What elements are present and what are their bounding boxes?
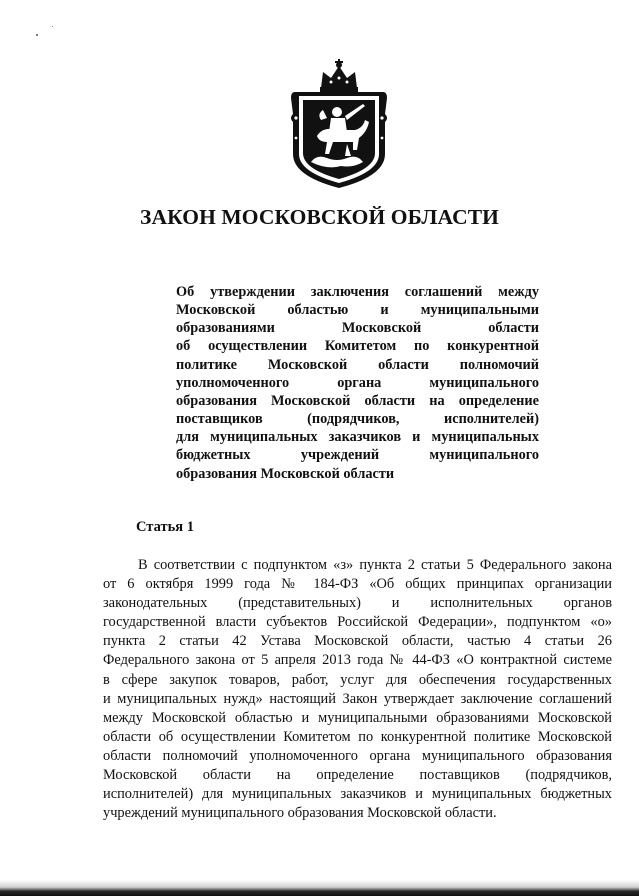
article-heading: Статья 1 — [136, 519, 194, 535]
subtitle-line: бюджетных учреждений муниципального — [176, 447, 539, 464]
body-line: от 6 октября 1999 года № 184-ФЗ «Об общих принципах организации — [103, 576, 612, 593]
document-subtitle — [176, 283, 539, 483]
body-line: В соответствии с подпунктом «з» пункта 2 статьи 5 Федерального закона — [138, 557, 612, 573]
subtitle-line: поставщиков (подрядчиков, исполнителей) — [176, 411, 539, 428]
coat-of-arms-icon — [287, 58, 391, 190]
scan-edge-shadow — [0, 880, 639, 896]
body-line: между Московской областью и муниципальными образованиями Московской — [103, 709, 612, 726]
subtitle-line: Об утверждении заключения соглашений между — [176, 284, 539, 300]
subtitle-line: для муниципальных заказчиков и муниципальных — [176, 429, 539, 446]
article-body — [103, 556, 612, 823]
body-line: и муниципальных нужд» настоящий Закон утверждает заключение соглашений — [103, 690, 612, 707]
subtitle-line: об осуществлении Комитетом по конкурентной — [176, 338, 539, 355]
body-line: области об осуществлении Комитетом по конкурентной политике Московской — [103, 728, 612, 745]
scan-speck — [36, 34, 38, 36]
body-line: исполнителей) для муниципальных заказчиков и муниципальных бюджетных — [103, 786, 612, 803]
subtitle-line: образования Московской области — [176, 465, 395, 482]
body-line: пункта 2 статьи 42 Устава Московской области, частью 4 статьи 26 — [103, 633, 612, 650]
scan-speck — [52, 26, 53, 27]
subtitle-line: Московской областью и муниципальными — [176, 302, 539, 319]
body-line: в сфере закупок товаров, работ, услуг для обеспечения государственных — [103, 671, 612, 688]
body-line: учреждений муниципального образования Московской области. — [103, 805, 497, 822]
document-title: ЗАКОН МОСКОВСКОЙ ОБЛАСТИ — [140, 205, 499, 229]
body-line: Московской области на определение поставщиков (подрядчиков, — [103, 767, 612, 784]
body-line: законодательных (представительных) и исполнительных органов — [103, 595, 612, 612]
body-line: Федерального закона от 5 апреля 2013 года № 44-ФЗ «О контрактной системе — [103, 652, 612, 669]
subtitle-line: образования Московской области на определение — [176, 392, 539, 409]
subtitle-line: образованиями Московской области — [176, 320, 539, 337]
subtitle-line: политике Московской области полномочий — [176, 356, 539, 373]
body-line: области полномочий уполномоченного органа муниципального образования — [103, 747, 612, 764]
body-line: государственной власти субъектов Российской Федерации», подпунктом «о» — [103, 614, 612, 631]
subtitle-line: уполномоченного органа муниципального — [176, 374, 539, 391]
